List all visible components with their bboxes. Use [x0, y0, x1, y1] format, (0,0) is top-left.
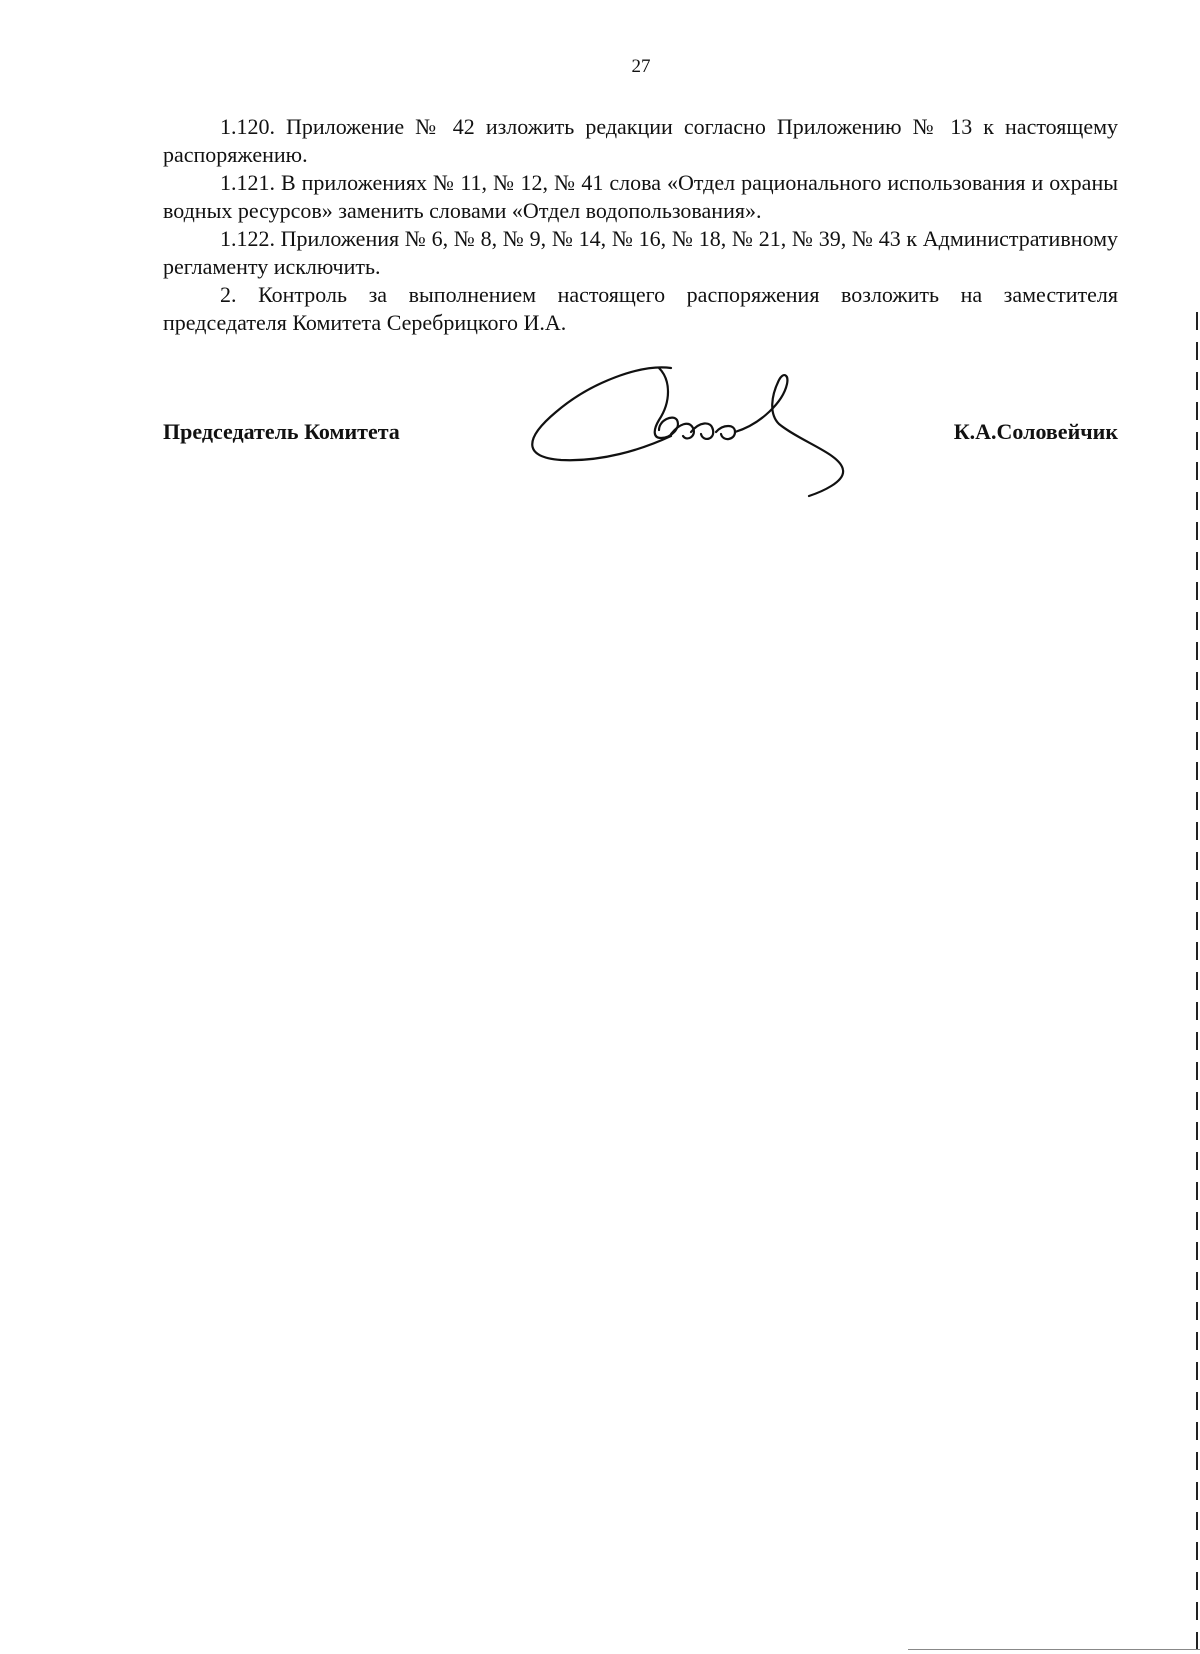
paragraph-1-120: 1.120. Приложение № 42 изложить редакции согласно Приложению № 13 к настоящему распоряжению. [163, 114, 1118, 167]
handwritten-signature [521, 362, 861, 502]
paragraph-1-121: 1.121. В приложениях № 11, № 12, № 41 слова «Отдел рационального использования и охраны водных ресурсов» заменить словами «Отдел водопользования». [163, 170, 1118, 223]
page-number: 27 [631, 56, 651, 77]
document-body [163, 113, 1118, 337]
scan-bottom-line [908, 1649, 1200, 1650]
signatory-position: Председатель Комитета [163, 419, 400, 444]
paragraph-1-122: 1.122. Приложения № 6, № 8, № 9, № 14, № 16, № 18, № 21, № 39, № 43 к Административному регламенту исключить. [163, 226, 1118, 279]
signatory-name: К.А.Соловейчик [953, 419, 1118, 444]
signature-block [163, 370, 1118, 520]
scan-edge-artifact [1196, 312, 1198, 1654]
paragraph-2: 2. Контроль за выполнением настоящего распоряжения возложить на заместителя председателя Комитета Серебрицкого И.А. [163, 282, 1118, 335]
